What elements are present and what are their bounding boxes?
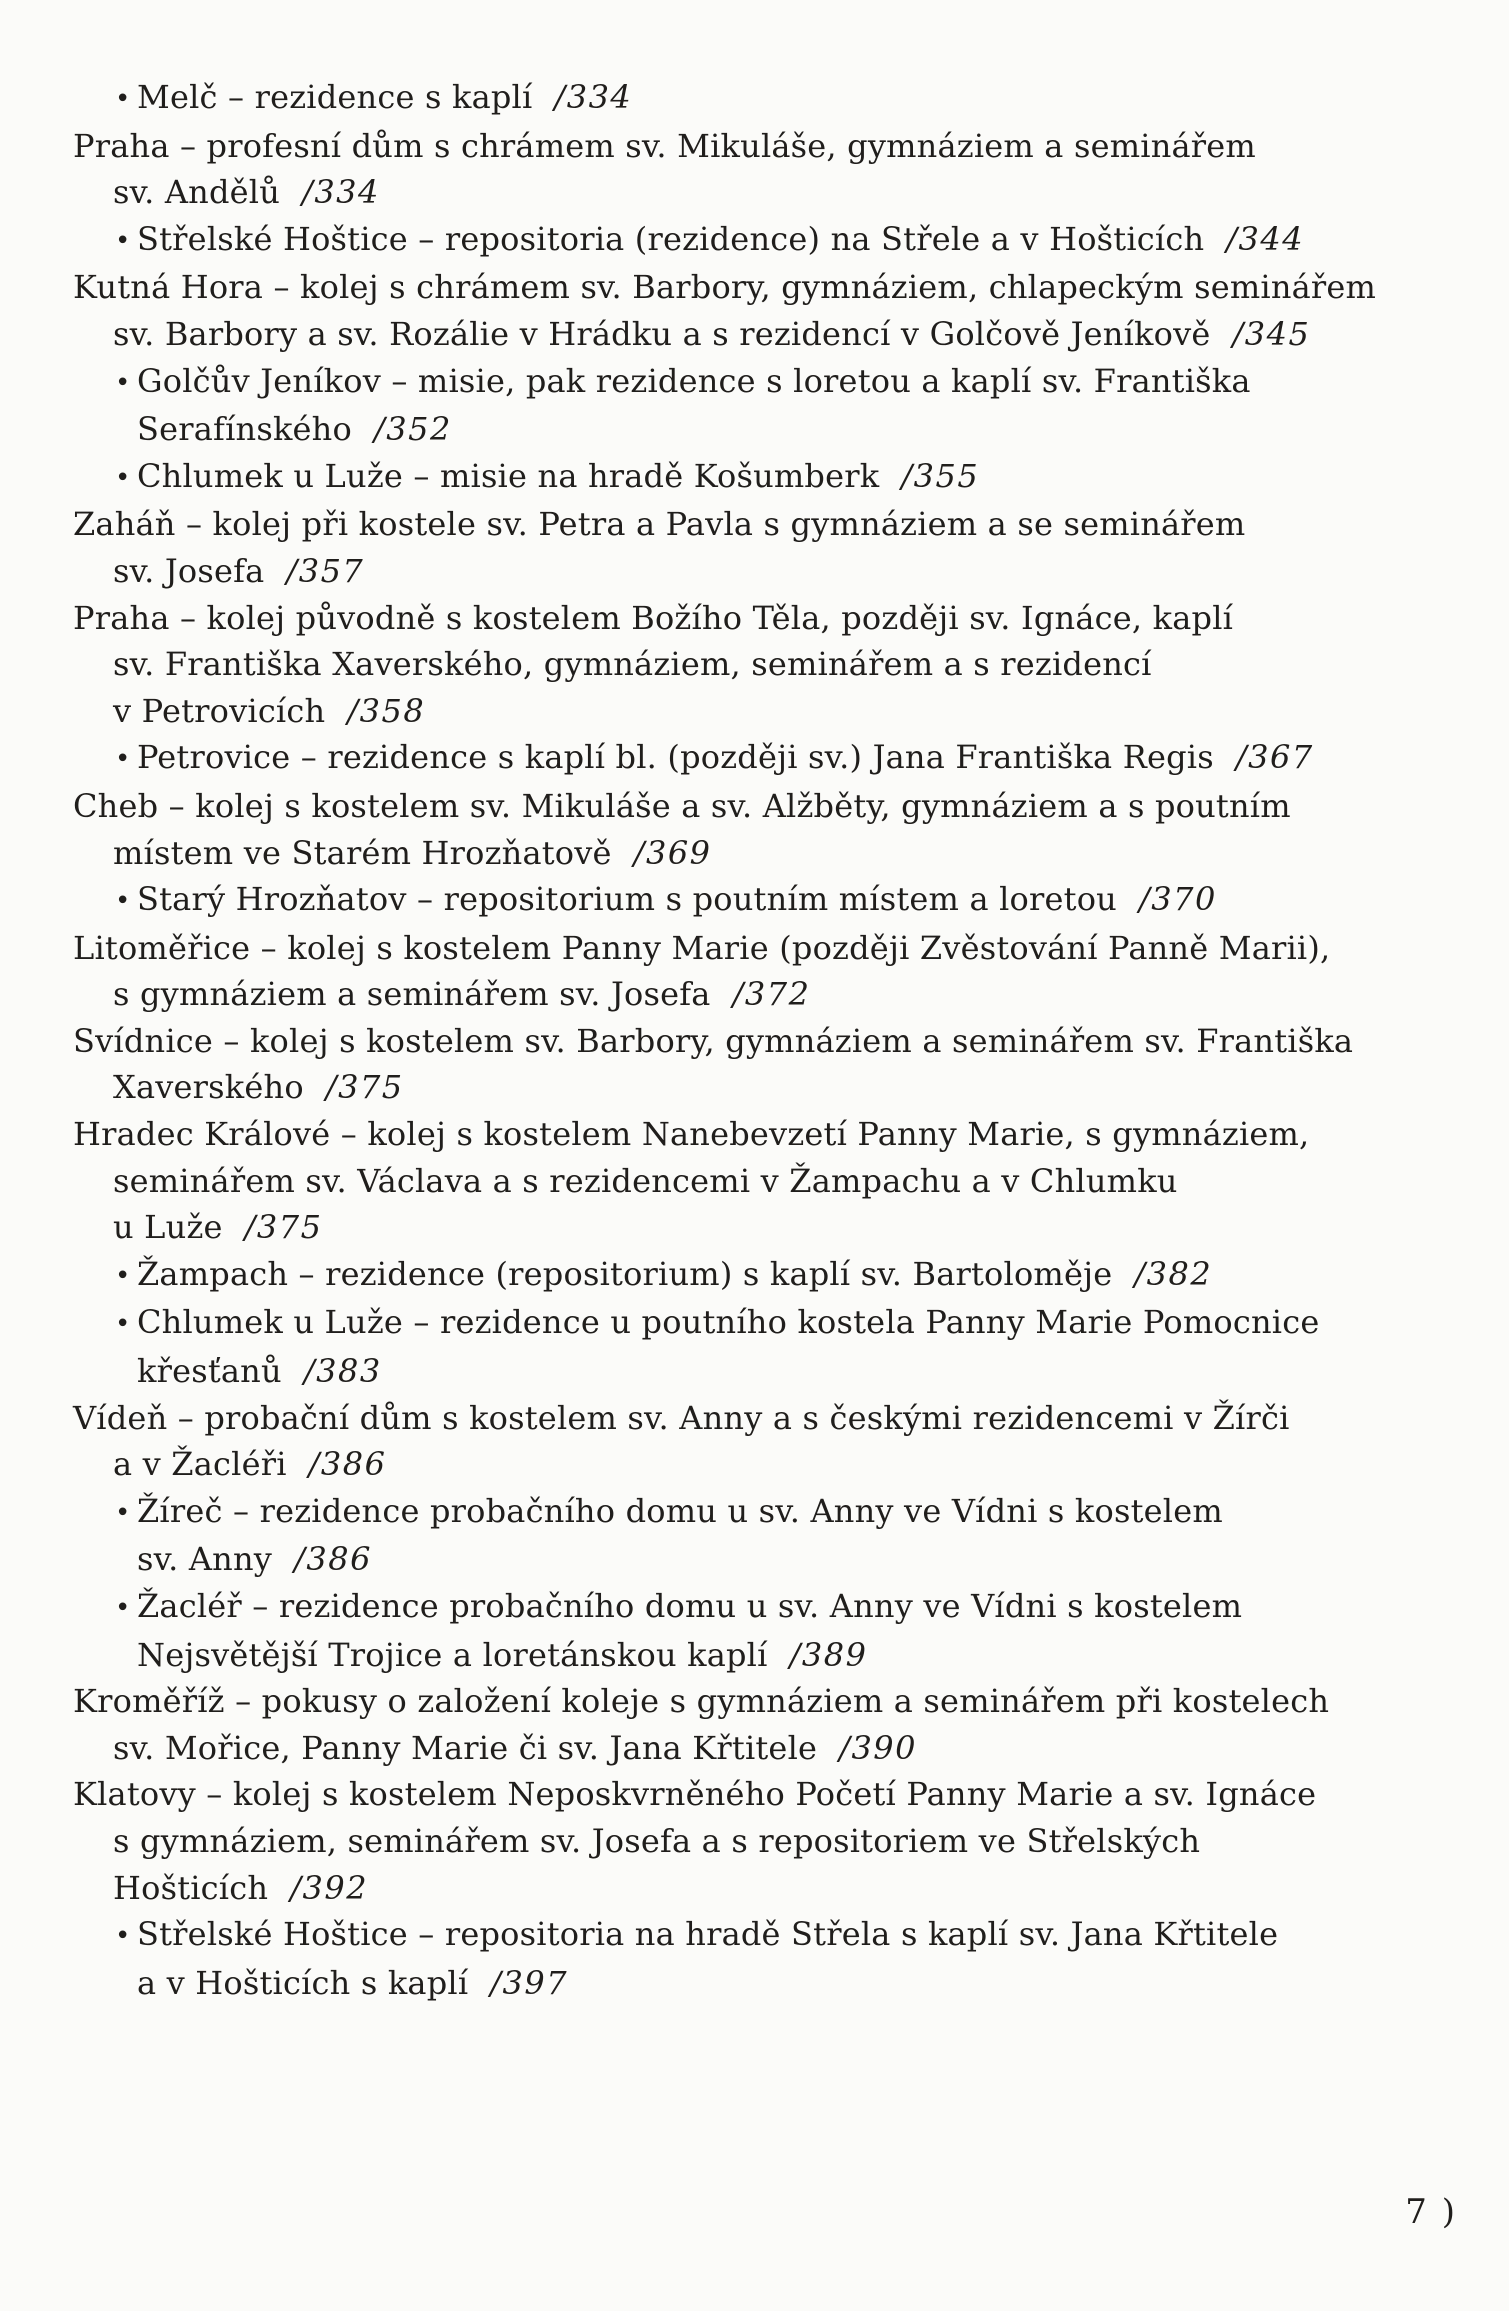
bullet-icon: • [115, 1260, 131, 1291]
toc-line-text: sv. Barbory a sv. Rozálie v Hrádku a s rezidencí v Golčově Jeníkově [113, 314, 1211, 353]
folio-page-number: 7 ) [1405, 2192, 1457, 2232]
toc-line [73, 1536, 1463, 1583]
toc-line-text: a v Žacléři [113, 1445, 287, 1484]
bullet-icon: • [115, 84, 131, 114]
toc-line [73, 123, 1463, 170]
page-reference: /375 [325, 1068, 404, 1107]
page-reference: /334 [554, 78, 633, 116]
page-reference: /357 [286, 551, 365, 590]
page-reference: /372 [732, 975, 811, 1014]
toc-line-text: křesťanů [137, 1352, 282, 1391]
toc-line-text: u Luže [113, 1208, 223, 1247]
toc-line-text: Zaháň – kolej při kostele sv. Petra a Pavla s gymnáziem a se seminářem [73, 505, 1246, 544]
toc-line [73, 501, 1463, 548]
toc-line-text: Serafínského [137, 410, 352, 449]
toc-line [73, 1441, 1463, 1488]
toc-line [73, 1204, 1463, 1251]
toc-line [73, 453, 1463, 502]
toc-line-text: místem ve Starém Hrozňatově [113, 833, 612, 872]
page-reference: /392 [290, 1868, 369, 1907]
toc-line-text: Golčův Jeníkov – misie, pak rezidence s loretou a kaplí sv. Františka [137, 361, 1251, 400]
toc-line [73, 971, 1463, 1018]
toc-line-text: Litoměřice – kolej s kostelem Panny Marie (později Zvěstování Panně Marii), [73, 928, 1331, 967]
toc-line [73, 876, 1463, 925]
toc-line [73, 830, 1463, 877]
toc-line-text: seminářem sv. Václava a s rezidencemi v Žampachu a v Chlumku [113, 1161, 1178, 1200]
toc-line-text: Žíreč – rezidence probačního domu u sv. Anny ve Vídni s kostelem [137, 1491, 1223, 1530]
toc-line [73, 1111, 1463, 1158]
toc-line [73, 216, 1463, 265]
toc-line [73, 1158, 1463, 1205]
page-reference: /386 [294, 1540, 372, 1579]
toc-line-text: s gymnáziem, seminářem sv. Josefa a s repositoriem ve Střelských [113, 1821, 1201, 1860]
page-reference: /344 [1226, 219, 1305, 258]
toc-line [73, 1251, 1463, 1300]
table-of-contents [73, 74, 1463, 2006]
toc-line-text: Starý Hrozňatov – repositorium s poutním místem a loretou [137, 880, 1117, 919]
toc-line-text: Střelské Hoštice – repositoria na hradě Střela s kaplí sv. Jana Křtitele [137, 1915, 1279, 1954]
page-reference: /386 [308, 1445, 387, 1484]
bullet-icon: • [115, 744, 131, 775]
toc-line [73, 74, 1463, 123]
toc-line [73, 1299, 1463, 1348]
toc-line-text: sv. Anny [137, 1540, 273, 1579]
bullet-icon: • [115, 1497, 131, 1528]
toc-line [73, 169, 1463, 216]
toc-line-text: Petrovice – rezidence s kaplí bl. (později sv.) Jana Františka Regis [137, 738, 1214, 777]
toc-line [73, 734, 1463, 783]
page-reference: /369 [633, 833, 712, 872]
toc-line [73, 1632, 1463, 1679]
toc-line-text: Žampach – rezidence (repositorium) s kaplí sv. Bartoloměje [137, 1254, 1113, 1293]
page-reference: /397 [490, 1963, 569, 2002]
page-reference: /390 [839, 1728, 918, 1767]
page-reference: /389 [789, 1635, 868, 1674]
toc-line-text: sv. Františka Xaverského, gymnáziem, seminářem a s rezidencí [113, 645, 1152, 684]
bullet-icon: • [115, 462, 131, 493]
toc-line [73, 595, 1463, 642]
page-reference: /367 [1235, 738, 1314, 777]
page-reference: /383 [303, 1352, 382, 1391]
toc-line [73, 548, 1463, 595]
toc-line [73, 1678, 1463, 1725]
toc-line-text: sv. Mořice, Panny Marie či sv. Jana Křtitele [113, 1728, 818, 1767]
page-reference: /375 [244, 1208, 323, 1247]
toc-line [73, 1488, 1463, 1537]
bullet-icon: • [115, 225, 131, 256]
toc-line [73, 1865, 1463, 1912]
toc-line [73, 1818, 1463, 1865]
bullet-icon: • [115, 367, 131, 398]
toc-line-text: Praha – profesní dům s chrámem sv. Mikuláše, gymnáziem a seminářem [73, 126, 1256, 165]
bullet-icon: • [115, 1921, 131, 1952]
toc-line-text: Chlumek u Luže – misie na hradě Košumberk [137, 456, 880, 495]
toc-line [73, 358, 1463, 407]
bullet-icon: • [115, 1593, 131, 1623]
toc-line-text: sv. Josefa [113, 551, 265, 590]
toc-line [73, 1583, 1463, 1632]
toc-line [73, 264, 1463, 311]
toc-line-text: Chlumek u Luže – rezidence u poutního kostela Panny Marie Pomocnice [137, 1303, 1320, 1342]
toc-line [73, 641, 1463, 688]
page-reference: /382 [1134, 1254, 1213, 1293]
toc-line-text: Kutná Hora – kolej s chrámem sv. Barbory, gymnáziem, chlapeckým seminářem [73, 268, 1377, 307]
toc-line [73, 406, 1463, 453]
toc-line-text: Nejsvětější Trojice a loretánskou kaplí [137, 1635, 768, 1674]
toc-line [73, 1018, 1463, 1065]
page-reference: /345 [1232, 314, 1311, 353]
toc-line [73, 1771, 1463, 1818]
page-reference: /370 [1139, 880, 1217, 919]
toc-line-text: Střelské Hoštice – repositoria (rezidence) na Střele a v Hošticích [137, 219, 1205, 258]
toc-line-text: Žacléř – rezidence probačního domu u sv. Anny ve Vídni s kostelem [137, 1587, 1243, 1625]
toc-line [73, 925, 1463, 972]
toc-line-text: a v Hošticích s kaplí [137, 1963, 469, 2002]
page-reference: /355 [901, 456, 980, 495]
toc-line [73, 311, 1463, 358]
toc-line-text: Praha – kolej původně s kostelem Božího Těla, později sv. Ignáce, kaplí [73, 598, 1234, 637]
bullet-icon: • [115, 886, 131, 917]
toc-line-text: Hošticích [113, 1868, 269, 1907]
toc-line [73, 1064, 1463, 1111]
page-reference: /358 [347, 691, 426, 730]
toc-line-text: Xaverského [113, 1068, 304, 1107]
toc-line-text: Vídeň – probační dům s kostelem sv. Anny a s českými rezidencemi v Žírči [73, 1398, 1290, 1437]
page-reference: /352 [373, 410, 452, 449]
toc-line-text: Cheb – kolej s kostelem sv. Mikuláše a sv. Alžběty, gymnáziem a s poutním [73, 786, 1291, 825]
toc-line-text: Hradec Králové – kolej s kostelem Nanebevzetí Panny Marie, s gymnáziem, [73, 1115, 1310, 1154]
toc-line-text: Kroměříž – pokusy o založení koleje s gymnáziem a seminářem při kostelech [73, 1682, 1330, 1721]
toc-line-text: v Petrovicích [113, 691, 326, 730]
toc-line [73, 1960, 1463, 2007]
toc-line-text: sv. Andělů [113, 173, 281, 212]
toc-line-text: Klatovy – kolej s kostelem Neposkvrněného Početí Panny Marie a sv. Ignáce [73, 1775, 1317, 1814]
toc-line [73, 1911, 1463, 1960]
toc-line-text: Svídnice – kolej s kostelem sv. Barbory, gymnáziem a seminářem sv. Františka [73, 1021, 1354, 1060]
toc-line-text: Melč – rezidence s kaplí [137, 78, 533, 116]
bullet-icon: • [115, 1309, 131, 1340]
page-reference: /334 [302, 173, 380, 212]
toc-line [73, 1348, 1463, 1395]
toc-line [73, 688, 1463, 735]
toc-line [73, 783, 1463, 830]
toc-line [73, 1395, 1463, 1442]
toc-line [73, 1725, 1463, 1772]
toc-line-text: s gymnáziem a seminářem sv. Josefa [113, 975, 711, 1014]
